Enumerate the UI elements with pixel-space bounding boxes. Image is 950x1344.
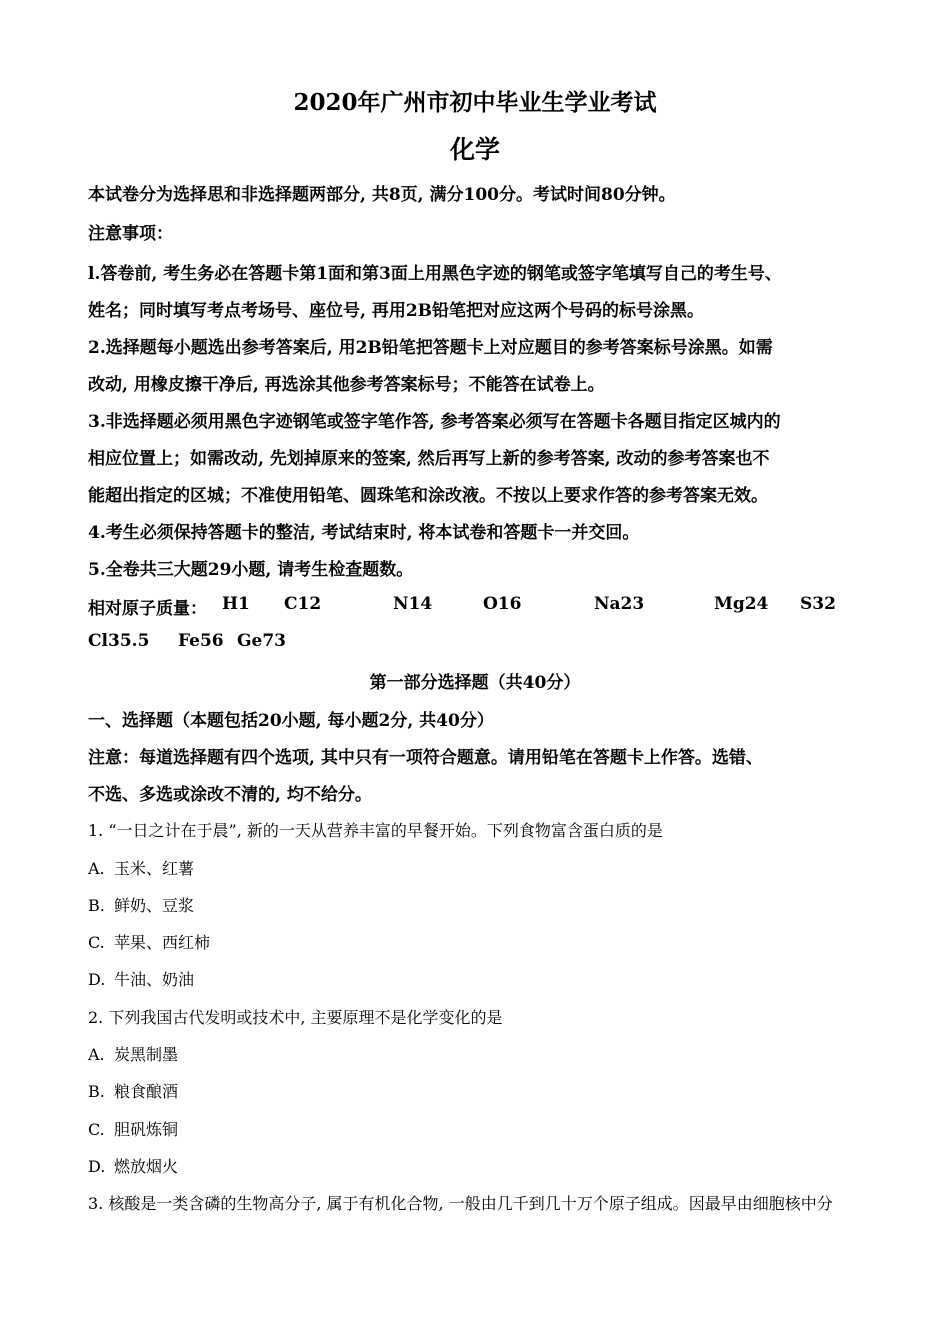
option-label: B. [88,1082,105,1101]
option-item [88,967,194,990]
question-stem [88,1191,833,1214]
notice-line: 4.考生必须保持答题卡的整洁, 考试结束时, 将本试卷和答题卡一并交回。 [88,523,640,543]
notice-line: 3.非选择题必须用黑色字迹钢笔或签字笔作答, 参考答案必须写在答题卡各题目指定区城内的 [88,412,781,432]
option-text: 苹果、西红柿 [114,933,211,952]
intro-text: 本试卷分为选择思和非选择题两部分, 共8页, 满分100分。考试时间80分钟。 [88,185,676,205]
option-text: 玉米、红薯 [114,859,195,878]
notice-line: 改动, 用橡皮擦干净后, 再选涂其他参考答案标号；不能答在试卷上。 [88,375,605,395]
notice-line: 能超出指定的区城；不准使用铅笔、圆珠笔和涂改液。不按以上要求作答的参考答案无效。 [88,486,768,506]
option-text: 燃放烟火 [114,1157,179,1176]
atomic-mass-item: S32 [800,594,836,614]
atomic-mass-label: 相对原子质量： [88,599,207,619]
option-text: 粮食酿酒 [114,1082,179,1101]
atomic-mass-item: O16 [483,594,522,614]
option-item [88,930,210,953]
atomic-mass-item: C12 [284,594,322,614]
option-text: 鲜奶、豆浆 [114,896,195,915]
notice-line: 5.全卷共三大题29小题, 请考生检查题数。 [88,560,414,580]
question-text: 下列我国古代发明或技术中, 主要原理不是化学变化的是 [108,1008,503,1027]
option-item [88,1154,178,1177]
part-title: 第一部分选择题（共40分） [369,673,581,693]
atomic-mass-item: N14 [393,594,433,614]
question-text: 核酸是一类含磷的生物高分子, 属于有机化合物, 一般由几千到几十万个原子组成。因最早由细胞核中分 [108,1194,833,1213]
option-item [88,1117,178,1140]
option-label: C. [88,933,105,952]
question-number: 2. [88,1008,104,1027]
option-item [88,893,194,916]
section-title: 一、选择题（本题包括20小题, 每小题2分, 共40分） [88,711,494,731]
option-label: A. [88,1045,105,1064]
atomic-mass-item: Cl35.5 [88,631,150,651]
notice-line: l.答卷前, 考生务必在答题卡第1面和第3面上用黑色字迹的钢笔或签字笔填写自己的考生号、 [88,264,782,284]
option-text: 胆矾炼铜 [114,1120,179,1139]
option-text: 炭黑制墨 [114,1045,179,1064]
atomic-mass-item: Na23 [594,594,645,614]
option-label: D. [88,970,106,989]
notice-title: 注意事项： [88,224,173,244]
option-item [88,1079,178,1102]
section-note: 不选、多选或涂改不清的, 均不给分。 [88,785,372,805]
option-label: A. [88,859,105,878]
option-item [88,1042,178,1065]
atomic-mass-item: Fe56 [178,631,224,651]
question-number: 3. [88,1194,104,1213]
question-stem [88,818,663,841]
atomic-mass-item: Ge73 [237,631,286,651]
option-label: C. [88,1120,105,1139]
question-number: 1. [88,821,104,840]
question-text: “一日之计在于晨”, 新的一天从营养丰富的早餐开始。下列食物富含蛋白质的是 [108,821,663,840]
atomic-mass-item: Mg24 [714,594,769,614]
exam-title: 2020年广州市初中毕业生学业考试 [293,89,657,116]
notice-line: 相应位置上；如需改动, 先划掉原来的签案, 然后再写上新的参考答案, 改动的参考答案也不 [88,449,770,469]
section-note: 注意：每道选择题有四个选项, 其中只有一项符合题意。请用铅笔在答题卡上作答。选错、 [88,748,763,768]
option-label: B. [88,896,105,915]
subject-title: 化学 [449,135,500,164]
atomic-mass-item: H1 [222,594,250,614]
notice-line: 姓名；同时填写考点考场号、座位号, 再用2B铅笔把对应这两个号码的标号涂黑。 [88,301,705,321]
option-item [88,856,194,879]
notice-line: 2.选择题每小题选出参考答案后, 用2B铅笔把答题卡上对应题目的参考答案标号涂黑。如需 [88,338,773,358]
option-text: 牛油、奶油 [114,970,195,989]
option-label: D. [88,1157,106,1176]
question-stem [88,1005,503,1028]
